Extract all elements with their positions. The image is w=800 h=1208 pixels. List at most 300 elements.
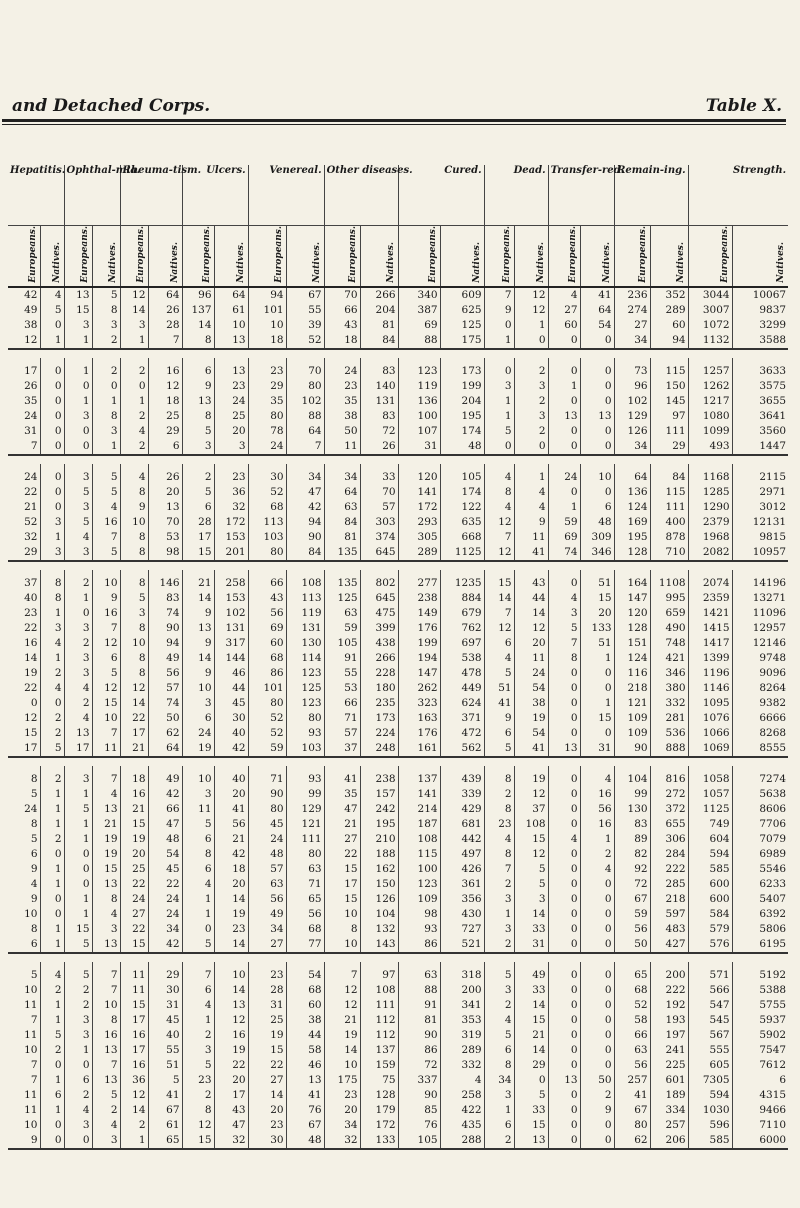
table-cell: 123	[398, 877, 440, 892]
table-cell: 17	[120, 1013, 148, 1028]
table-cell: 56	[248, 606, 286, 621]
table-cell: 0	[484, 318, 514, 333]
table-cell: 11096	[752, 606, 787, 619]
table-cell: 37	[514, 802, 548, 817]
table-cell: 332	[440, 1058, 484, 1073]
table-cell: 67	[614, 892, 650, 907]
table-cell: 57	[148, 681, 182, 696]
table-cell: 5	[548, 621, 580, 636]
table-cell: 878	[650, 530, 688, 545]
table-cell: 197	[650, 1028, 688, 1043]
table-cell: 34	[614, 439, 650, 455]
table-cell: 45	[148, 862, 182, 877]
table-cell: 10	[92, 711, 120, 726]
table-cell: 51	[484, 681, 514, 696]
table-cell: 11	[8, 998, 40, 1013]
table-cell: 201	[214, 545, 248, 561]
table-cell: 105	[324, 636, 360, 651]
subhead-europeans	[484, 226, 514, 287]
table-cell: 0	[40, 439, 64, 455]
table-cell: 46	[286, 1058, 324, 1073]
table-cell: 30	[148, 983, 182, 998]
table-cell: 164	[614, 570, 650, 591]
table-cell: 0	[40, 379, 64, 394]
table-cell: 68	[248, 500, 286, 515]
table-cell: 3	[514, 409, 548, 424]
table-cell: 94	[248, 287, 286, 303]
table-cell: 493	[688, 439, 732, 455]
table-cell: 2	[514, 394, 548, 409]
table-body	[8, 287, 788, 1149]
table-cell: 72	[360, 424, 398, 439]
table-cell: 1	[182, 1013, 214, 1028]
subhead-label: Natives.	[235, 241, 246, 283]
table-cell: 6989	[759, 847, 787, 860]
table-cell: 135	[324, 570, 360, 591]
table-cell: 1415	[688, 621, 732, 636]
table-cell: 65	[148, 1133, 182, 1149]
table-cell: 14	[514, 1043, 548, 1058]
table-cell: 115	[650, 358, 688, 379]
table-cell: 2	[92, 333, 120, 349]
table-cell: 3	[182, 787, 214, 802]
subhead-europeans	[398, 226, 440, 287]
table-cell: 3	[120, 606, 148, 621]
table-cell: 241	[650, 1043, 688, 1058]
table-cell: 41	[580, 287, 614, 303]
table-cell: 1257	[688, 358, 732, 379]
table-cell: 0	[580, 962, 614, 983]
table-cell: 36	[214, 485, 248, 500]
table-cell: 58	[286, 1043, 324, 1058]
table-cell: 1146	[688, 681, 732, 696]
table-cell: 12	[324, 983, 360, 998]
table-cell: 2	[64, 998, 92, 1013]
table-cell: 91	[324, 651, 360, 666]
table-cell: 8	[92, 1013, 120, 1028]
table-cell: 9	[8, 892, 40, 907]
table-cell: 380	[650, 681, 688, 696]
table-cell: 23	[8, 606, 40, 621]
table-cell: 1	[64, 358, 92, 379]
table-cell: 2	[40, 666, 64, 681]
table-cell: 14196	[752, 576, 787, 589]
table-cell: 0	[548, 711, 580, 726]
table-cell: 15	[580, 591, 614, 606]
table-cell: 334	[650, 1103, 688, 1118]
table-cell: 80	[248, 409, 286, 424]
table-cell: 15	[64, 922, 92, 937]
table-cell: 10	[248, 318, 286, 333]
table-cell: 427	[650, 937, 688, 953]
table-cell: 21	[214, 832, 248, 847]
table-cell: 34	[614, 333, 650, 349]
table-cell: 109	[614, 711, 650, 726]
table-number: Table X.	[705, 96, 782, 116]
table-cell: 0	[548, 394, 580, 409]
table-cell: 94	[650, 333, 688, 349]
table-cell: 594	[688, 1088, 732, 1103]
table-cell: 22	[8, 681, 40, 696]
table-cell: 22	[214, 1058, 248, 1073]
table-cell: 0	[548, 907, 580, 922]
table-cell: 54	[286, 962, 324, 983]
table-cell: 71	[286, 877, 324, 892]
table-cell: 5	[148, 1073, 182, 1088]
table-cell: 284	[650, 847, 688, 862]
table-cell: 52	[248, 711, 286, 726]
table-cell: 85	[398, 1103, 440, 1118]
table-cell: 0	[580, 1118, 614, 1133]
table-cell: 571	[688, 962, 732, 983]
table-cell: 34	[248, 922, 286, 937]
table-row	[8, 1118, 788, 1133]
table-cell: 195	[360, 817, 398, 832]
table-cell: 1421	[688, 606, 732, 621]
table-cell: 34	[324, 464, 360, 485]
table-cell: 13	[92, 1043, 120, 1058]
table-cell: 54	[148, 847, 182, 862]
table-row	[8, 318, 788, 333]
table-cell: 13	[286, 1073, 324, 1088]
table-cell: 68	[286, 922, 324, 937]
spacer-cell	[8, 561, 788, 570]
table-cell: 21	[120, 802, 148, 817]
table-cell: 41	[286, 1088, 324, 1103]
table-cell: 8	[8, 922, 40, 937]
table-cell: 23	[214, 922, 248, 937]
table-cell: 1080	[688, 409, 732, 424]
table-cell: 356	[440, 892, 484, 907]
table-cell: 4	[548, 832, 580, 847]
table-cell: 22	[120, 922, 148, 937]
table-cell: 1	[40, 787, 64, 802]
table-cell: 14	[214, 892, 248, 907]
table-cell: 422	[440, 1103, 484, 1118]
table-cell: 131	[214, 621, 248, 636]
table-cell: 10	[8, 1118, 40, 1133]
table-cell: 3	[64, 500, 92, 515]
table-cell: 272	[650, 787, 688, 802]
table-cell: 90	[614, 741, 650, 757]
table-cell: 116	[614, 666, 650, 681]
table-cell: 56	[614, 922, 650, 937]
table-cell: 7	[484, 862, 514, 877]
table-cell: 8	[182, 409, 214, 424]
table-cell: 52	[614, 998, 650, 1013]
table-cell: 4	[92, 500, 120, 515]
table-cell: 8	[8, 766, 40, 787]
table-cell: 3	[182, 1043, 214, 1058]
table-cell: 102	[614, 394, 650, 409]
table-cell: 93	[286, 766, 324, 787]
table-cell: 77	[286, 937, 324, 953]
table-cell: 26	[148, 464, 182, 485]
table-cell: 0	[548, 696, 580, 711]
table-cell: 340	[398, 287, 440, 303]
table-cell: 10	[92, 998, 120, 1013]
table-cell: 10	[580, 464, 614, 485]
table-cell: 57	[360, 500, 398, 515]
table-cell: 7	[182, 962, 214, 983]
table-cell: 1	[484, 409, 514, 424]
table-cell: 600	[688, 877, 732, 892]
table-cell: 32	[324, 1133, 360, 1149]
table-cell: 13	[548, 409, 580, 424]
table-cell: 8	[92, 892, 120, 907]
table-cell: 242	[360, 802, 398, 817]
table-cell: 9466	[759, 1103, 787, 1116]
table-cell: 5	[40, 1028, 64, 1043]
table-cell: 1	[64, 394, 92, 409]
table-cell: 108	[398, 832, 440, 847]
table-cell: 35	[8, 394, 40, 409]
table-cell: 63	[324, 606, 360, 621]
table-cell: 69	[248, 621, 286, 636]
table-row	[8, 464, 788, 485]
table-cell: 129	[286, 802, 324, 817]
table-cell: 131	[360, 394, 398, 409]
table-cell: 2	[182, 1028, 214, 1043]
table-cell: 13	[580, 409, 614, 424]
table-cell: 12	[514, 287, 548, 303]
table-cell: 6000	[732, 1133, 788, 1149]
table-cell: 2379	[688, 515, 732, 530]
table-cell: 0	[548, 1118, 580, 1133]
table-cell: 5	[92, 287, 120, 303]
table-cell: 645	[360, 545, 398, 561]
table-cell: 31	[8, 424, 40, 439]
table-cell: 0	[580, 681, 614, 696]
table-cell: 49	[8, 303, 40, 318]
table-cell: 11	[324, 439, 360, 455]
table-cell: 12	[514, 303, 548, 318]
table-cell: 1057	[688, 787, 732, 802]
subhead-europeans	[64, 226, 92, 287]
table-cell: 27	[614, 318, 650, 333]
table-cell: 122	[440, 500, 484, 515]
table-cell: 6666	[759, 711, 787, 724]
table-cell: 5	[182, 424, 214, 439]
table-cell: 1217	[688, 394, 732, 409]
table-cell: 10	[8, 983, 40, 998]
table-cell: 5937	[759, 1013, 787, 1026]
table-cell: 80	[248, 545, 286, 561]
table-cell: 1076	[688, 711, 732, 726]
table-cell: 4	[92, 787, 120, 802]
table-cell: 1	[64, 907, 92, 922]
table-row	[8, 303, 788, 318]
table-cell: 175	[324, 1073, 360, 1088]
table-row	[8, 666, 788, 681]
table-cell: 0	[8, 696, 40, 711]
table-cell: 0	[514, 333, 548, 349]
table-cell: 94	[148, 636, 182, 651]
table-cell: 45	[248, 817, 286, 832]
table-cell: 7	[92, 962, 120, 983]
table-cell: 66	[614, 1028, 650, 1043]
table-cell: 9	[8, 862, 40, 877]
table-cell: 323	[398, 696, 440, 711]
table-cell: 41	[484, 696, 514, 711]
table-cell: 60	[248, 636, 286, 651]
table-cell: 238	[360, 766, 398, 787]
table-cell: 16	[92, 515, 120, 530]
table-cell: 103	[286, 741, 324, 757]
table-cell: 4	[120, 464, 148, 485]
table-cell: 10	[120, 515, 148, 530]
table-cell: 13	[148, 500, 182, 515]
table-cell: 5	[64, 937, 92, 953]
table-cell: 15	[514, 832, 548, 847]
table-cell: 67	[286, 1118, 324, 1133]
table-cell: 133	[360, 1133, 398, 1149]
table-cell: 346	[580, 545, 614, 561]
table-cell: 23	[248, 1118, 286, 1133]
table-row	[8, 1088, 788, 1103]
table-cell: 6	[182, 983, 214, 998]
table-cell: 635	[440, 515, 484, 530]
table-cell: 49	[514, 962, 548, 983]
table-cell: 235	[360, 696, 398, 711]
table-cell: 490	[650, 621, 688, 636]
table-cell: 52	[286, 333, 324, 349]
subhead-europeans	[324, 226, 360, 287]
table-cell: 1	[40, 817, 64, 832]
table-cell: 14	[214, 937, 248, 953]
table-cell: 4	[92, 907, 120, 922]
table-cell: 13	[92, 937, 120, 953]
table-cell: 605	[688, 1058, 732, 1073]
table-row	[8, 545, 788, 561]
table-cell: 49	[248, 907, 286, 922]
table-cell: 4	[64, 530, 92, 545]
table-cell: 20	[324, 1103, 360, 1118]
subhead-label: Natives.	[675, 241, 686, 283]
table-row	[8, 907, 788, 922]
group-hepatitis: Hepatitis.	[8, 165, 64, 226]
table-cell: 90	[398, 1088, 440, 1103]
table-cell: 70	[286, 358, 324, 379]
table-cell: 126	[614, 424, 650, 439]
table-cell: 84	[650, 464, 688, 485]
table-cell: 65	[614, 962, 650, 983]
table-cell: 18	[120, 766, 148, 787]
table-row	[8, 832, 788, 847]
table-cell: 19	[8, 666, 40, 681]
table-cell: 1290	[688, 500, 732, 515]
table-cell: 1	[40, 1073, 64, 1088]
table-cell: 200	[650, 962, 688, 983]
table-cell: 1	[64, 787, 92, 802]
table-row	[8, 333, 788, 349]
table-cell: 3633	[759, 364, 787, 377]
table-cell: 83	[614, 817, 650, 832]
table-cell: 100	[398, 862, 440, 877]
table-cell: 585	[688, 862, 732, 877]
table-cell: 80	[248, 696, 286, 711]
table-cell: 37	[324, 741, 360, 757]
table-cell: 47	[324, 802, 360, 817]
table-cell: 0	[484, 439, 514, 455]
table-cell: 50	[324, 424, 360, 439]
table-cell: 625	[440, 303, 484, 318]
table-cell: 538	[440, 651, 484, 666]
table-cell: 0	[580, 892, 614, 907]
table-cell: 9	[514, 515, 548, 530]
table-cell: 108	[286, 570, 324, 591]
subhead-natives	[214, 226, 248, 287]
table-cell: 42	[8, 287, 40, 303]
table-cell: 20	[214, 787, 248, 802]
table-cell: 697	[440, 636, 484, 651]
table-cell: 20	[248, 1103, 286, 1118]
table-cell: 61	[148, 1118, 182, 1133]
table-cell: 150	[650, 379, 688, 394]
table-cell: 67	[148, 1103, 182, 1118]
table-cell: 15	[64, 303, 92, 318]
table-row	[8, 711, 788, 726]
table-cell: 3	[182, 439, 214, 455]
table-cell: 3575	[759, 379, 787, 392]
table-cell: 41	[614, 1088, 650, 1103]
table-cell: 25	[120, 862, 148, 877]
table-cell: 51	[580, 636, 614, 651]
subhead-europeans	[248, 226, 286, 287]
table-cell: 341	[440, 998, 484, 1013]
table-cell: 547	[688, 998, 732, 1013]
table-cell: 157	[360, 787, 398, 802]
table-cell: 29	[248, 379, 286, 394]
table-cell: 1125	[440, 545, 484, 561]
table-cell: 21	[324, 817, 360, 832]
table-cell: 0	[580, 1133, 614, 1149]
table-cell: 3	[92, 1133, 120, 1149]
table-cell: 710	[650, 545, 688, 561]
table-cell: 1	[182, 907, 214, 922]
table-cell: 44	[286, 1028, 324, 1043]
table-cell: 0	[580, 983, 614, 998]
table-cell: 20	[214, 1073, 248, 1088]
table-cell: 1	[120, 1133, 148, 1149]
table-cell: 40	[214, 726, 248, 741]
table-cell: 41	[148, 1088, 182, 1103]
table-cell: 1	[580, 651, 614, 666]
table-cell: 72	[614, 877, 650, 892]
table-cell: 33	[360, 464, 398, 485]
table-cell: 14	[8, 651, 40, 666]
table-cell: 81	[324, 530, 360, 545]
table-cell: 0	[484, 358, 514, 379]
table-row	[8, 847, 788, 862]
table-cell: 2	[484, 877, 514, 892]
table-cell: 21	[324, 1013, 360, 1028]
table-cell: 6	[484, 726, 514, 741]
table-cell: 262	[398, 681, 440, 696]
table-cell: 24	[514, 666, 548, 681]
table-cell: 6	[182, 862, 214, 877]
table-row	[8, 500, 788, 515]
table-row	[8, 802, 788, 817]
table-cell: 64	[148, 741, 182, 757]
table-cell: 91	[398, 998, 440, 1013]
table-cell: 266	[360, 651, 398, 666]
table-cell: 7	[92, 530, 120, 545]
table-cell: 2	[64, 696, 92, 711]
table-cell: 2	[514, 358, 548, 379]
table-row	[8, 636, 788, 651]
table-cell: 28	[182, 515, 214, 530]
